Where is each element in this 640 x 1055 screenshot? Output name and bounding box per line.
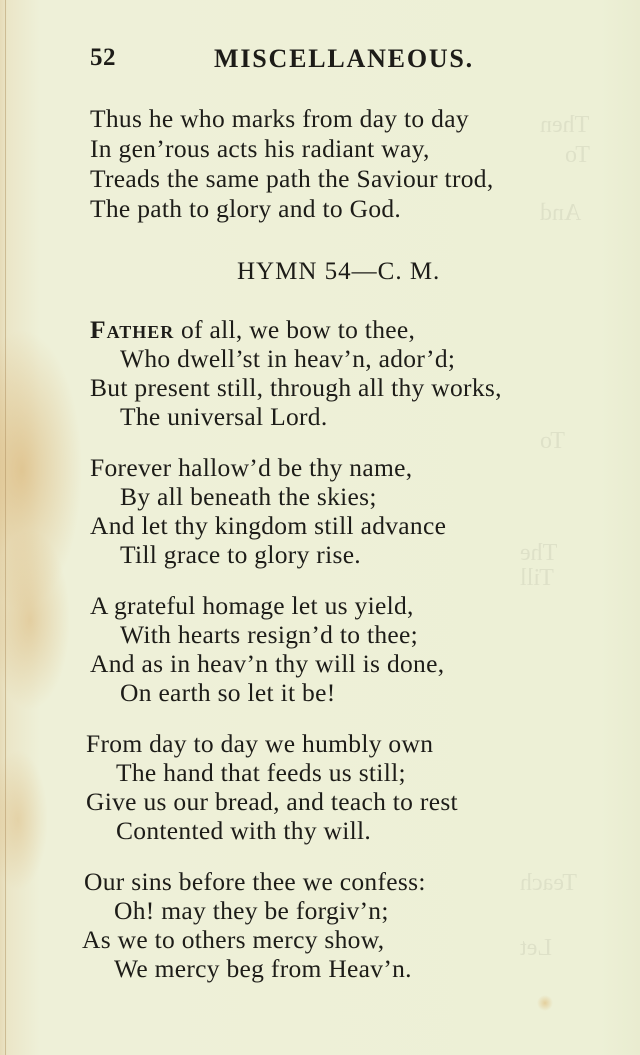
verse-line: Treads the same path the Saviour trod, bbox=[90, 164, 494, 193]
verse-line: And let thy kingdom still advance bbox=[90, 511, 447, 540]
verse-line: By all beneath the skies; bbox=[120, 482, 377, 511]
verse-line: The path to glory and to God. bbox=[90, 194, 402, 223]
verse-line: But present still, through all thy works, bbox=[90, 373, 502, 402]
show-through-text: To bbox=[565, 142, 590, 168]
hymn-title: HYMN 54—C. M. bbox=[237, 258, 441, 285]
first-word-smallcaps: Father bbox=[90, 315, 175, 344]
show-through-text: And bbox=[540, 200, 582, 226]
verse-line: A grateful homage let us yield, bbox=[90, 591, 414, 620]
show-through-text: Teach bbox=[520, 870, 577, 896]
verse-line: As we to others mercy show, bbox=[82, 925, 385, 954]
verse-line: Our sins before thee we confess: bbox=[84, 867, 426, 896]
show-through-text: The bbox=[520, 540, 558, 566]
verse-line: Oh! may they be forgiv’n; bbox=[114, 896, 389, 925]
page-edge-line bbox=[5, 0, 6, 1055]
verse-line: In gen’rous acts his radiant way, bbox=[90, 134, 430, 163]
verse-line: And as in heav’n thy will is done, bbox=[90, 649, 445, 678]
verse-line: Thus he who marks from day to day bbox=[90, 104, 469, 133]
verse-line: Give us our bread, and teach to rest bbox=[86, 787, 458, 816]
show-through-text: Then bbox=[540, 112, 590, 138]
verse-line: We mercy beg from Heav’n. bbox=[114, 954, 412, 983]
verse-line: From day to day we humbly own bbox=[86, 729, 434, 758]
verse-line-rest: of all, we bow to thee, bbox=[174, 315, 416, 344]
verse-line: On earth so let it be! bbox=[120, 678, 336, 707]
verse-line: Till grace to glory rise. bbox=[120, 540, 361, 569]
show-through-text: Till bbox=[520, 565, 554, 591]
verse-line: Forever hallow’d be thy name, bbox=[90, 453, 413, 482]
verse-line: With hearts resign’d to thee; bbox=[120, 620, 419, 649]
verse-line: The universal Lord. bbox=[120, 402, 328, 431]
verse-line: Contented with thy will. bbox=[116, 816, 372, 845]
running-header bbox=[90, 44, 510, 80]
show-through-text: To bbox=[540, 428, 565, 454]
verse-line bbox=[90, 315, 415, 345]
show-through-text: Let bbox=[520, 935, 552, 961]
running-title: MISCELLANEOUS. bbox=[214, 44, 474, 73]
verse-line: Who dwell’st in heav’n, ador’d; bbox=[120, 344, 456, 373]
page-number: 52 bbox=[90, 44, 116, 71]
verse-line: The hand that feeds us still; bbox=[116, 758, 406, 787]
